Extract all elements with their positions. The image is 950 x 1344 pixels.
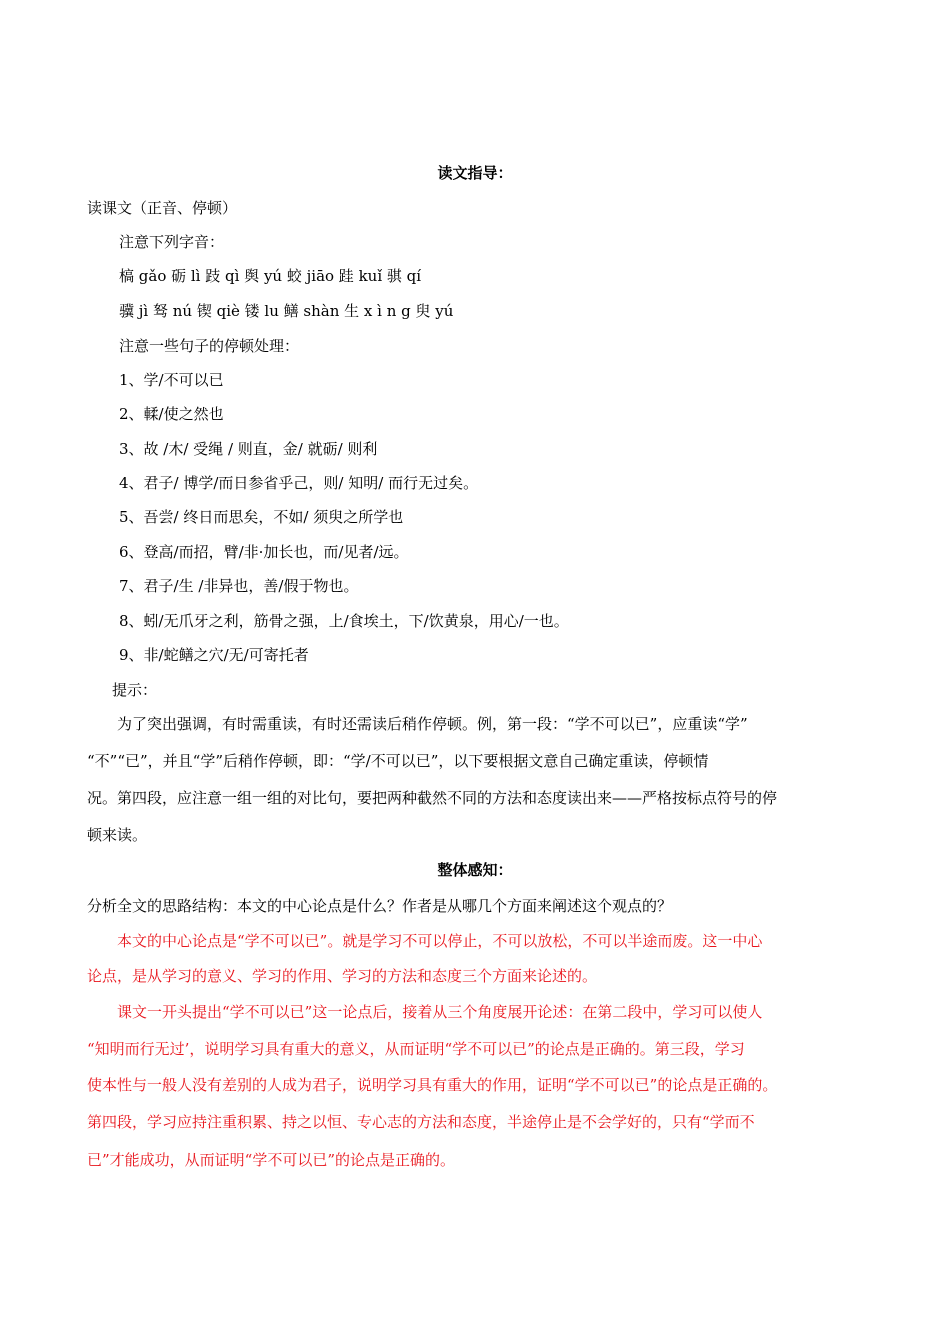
pronunciation-line-2: 骥 jì 驽 nú 锲 qiè 镂 lu 鳝 shàn 生 x ì n g 臾 yú [119, 302, 454, 320]
answer1-line-1: 本文的中心论点是“学不可以已”。就是学习不可以停止，不可以放松，不可以半途而废。这一中心 [117, 932, 763, 950]
tip-line-3: 况。第四段，应注意一组一组的对比句，要把两种截然不同的方法和态度读出来——严格按标点符号的停 [87, 789, 778, 807]
analysis-question: 分析全文的思路结构：本文的中心论点是什么？作者是从哪几个方面来阐述这个观点的？ [87, 897, 673, 915]
answer2-line-4: 第四段，学习应持注重积累、持之以恒、专心志的方法和态度，半途停止是不会学好的，只有“学而不 [87, 1113, 755, 1131]
tip-line-2: “不”“已”，并且“学”后稍作停顿，即：“学/不可以已”，以下要根据文意自己确定重读，停顿情 [87, 752, 709, 770]
pronunciation-line-1: 槁 gǎo 砺 lì 跂 qì 舆 yú 蛟 jiāo 跬 kuǐ 骐 qí [119, 267, 422, 285]
tip-line-1: 为了突出强调，有时需重读，有时还需读后稍作停顿。例，第一段：“学不可以已”，应重读“学” [117, 715, 748, 733]
pause-item-4: 4、君子/ 博学/而日参省乎己，则/ 知明/ 而行无过矣。 [119, 474, 479, 492]
pause-item-8: 8、蚓/无爪牙之利，筋骨之强，上/食埃土，下/饮黄泉，用心/一也。 [119, 612, 569, 630]
answer2-line-3: 使本性与一般人没有差别的人成为君子，说明学习具有重大的作用，证明“学不可以已”的论点是正确的。 [87, 1076, 778, 1094]
pause-item-1: 1、学/不可以已 [119, 371, 224, 389]
heading-reading-guide: 读文指导： [437, 164, 513, 182]
heading-overall-perception: 整体感知： [437, 861, 513, 879]
pause-item-9: 9、非/蛇鳝之穴/无/可寄托者 [119, 646, 309, 664]
intro-line: 读课文（正音、停顿） [87, 199, 238, 217]
pause-item-3: 3、故 /木/ 受绳 / 则直，金/ 就砺/ 则利 [119, 440, 378, 458]
pause-item-7: 7、君子/生 /非异也，善/假于物也。 [119, 577, 359, 595]
answer2-line-2: “知明而行无过’，说明学习具有重大的意义，从而证明“学不可以已”的论点是正确的。第三段，学习 [87, 1040, 745, 1058]
answer2-line-1: 课文一开头提出“学不可以已”这一论点后，接着从三个角度展开论述：在第二段中，学习可以使人 [117, 1003, 763, 1021]
tip-line-4: 顿来读。 [87, 826, 148, 844]
pronunciation-note: 注意下列字音： [119, 233, 225, 251]
tip-label: 提示： [112, 681, 158, 699]
pause-item-5: 5、吾尝/ 终日而思矣，不如/ 须臾之所学也 [119, 508, 404, 526]
pause-item-6: 6、登高/而招，臂/非·加长也，而/见者/远。 [119, 543, 409, 561]
pause-note: 注意一些句子的停顿处理： [119, 337, 300, 355]
answer2-line-5: 已”才能成功，从而证明“学不可以已”的论点是正确的。 [87, 1151, 456, 1169]
answer1-line-2: 论点，是从学习的意义、学习的作用、学习的方法和态度三个方面来论述的。 [87, 967, 598, 985]
pause-item-2: 2、輮/使之然也 [119, 405, 224, 423]
